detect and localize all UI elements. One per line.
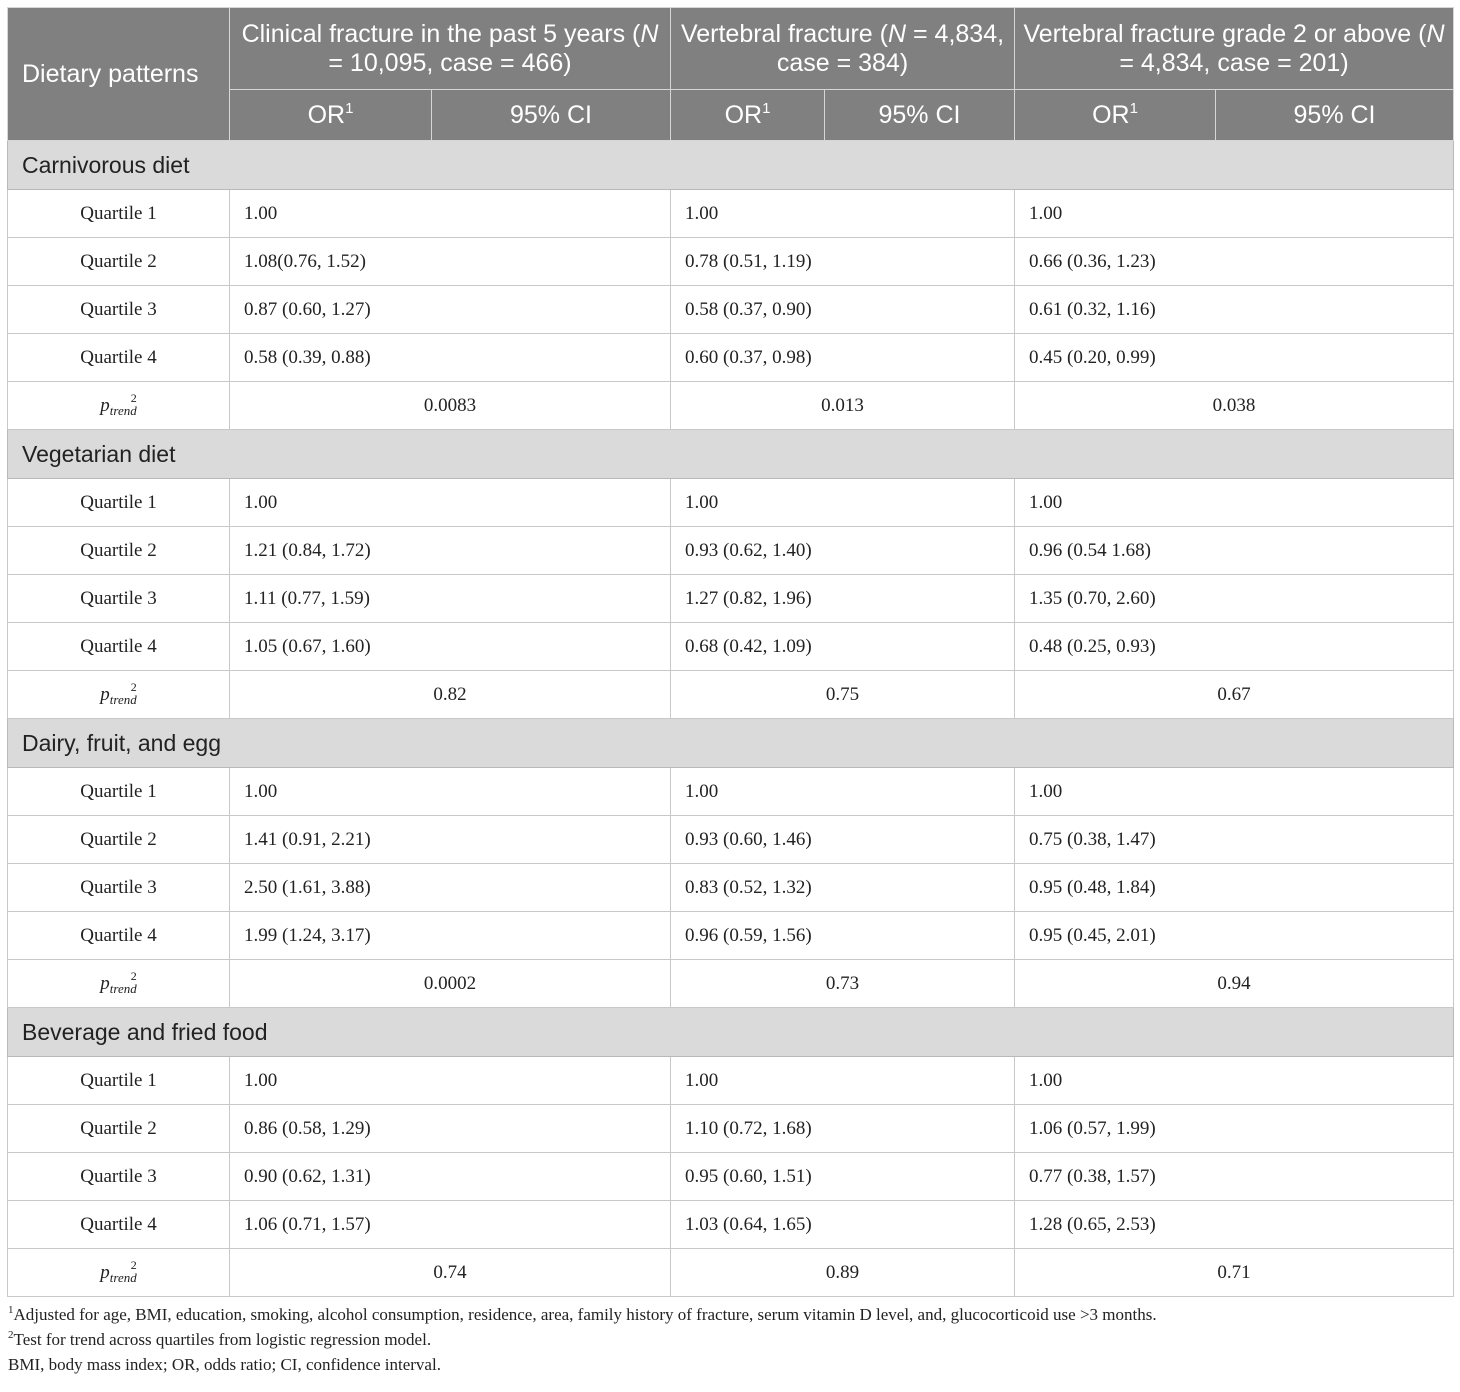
ptrend-value: 0.74 — [230, 1249, 671, 1297]
footnote: BMI, body mass index; OR, odds ratio; CI, confidence interval. — [8, 1355, 441, 1374]
or-ci-cell: 0.78 (0.51, 1.19) — [671, 238, 1015, 286]
section-row — [8, 430, 1454, 479]
or-ci-cell: 0.75 (0.38, 1.47) — [1015, 816, 1454, 864]
or-ci-cell: 0.45 (0.20, 0.99) — [1015, 334, 1454, 382]
ptrend-row — [8, 382, 1454, 430]
or-ci-cell: 1.00 — [671, 190, 1015, 238]
or-ci-cell: 1.27 (0.82, 1.96) — [671, 575, 1015, 623]
quartile-label: Quartile 4 — [8, 912, 230, 960]
or-ci-cell: 1.06 (0.71, 1.57) — [230, 1201, 671, 1249]
or-ci-cell: 0.95 (0.60, 1.51) — [671, 1153, 1015, 1201]
table-row — [8, 286, 1454, 334]
section-title: Carnivorous diet — [8, 141, 1454, 190]
table-row — [8, 1201, 1454, 1249]
ptrend-value: 0.71 — [1015, 1249, 1454, 1297]
table-row — [8, 190, 1454, 238]
or-ci-cell: 0.95 (0.45, 2.01) — [1015, 912, 1454, 960]
quartile-label: Quartile 1 — [8, 1057, 230, 1105]
ptrend-value: 0.67 — [1015, 671, 1454, 719]
or-ci-cell: 1.99 (1.24, 3.17) — [230, 912, 671, 960]
or-ci-cell: 2.50 (1.61, 3.88) — [230, 864, 671, 912]
or-ci-cell: 1.10 (0.72, 1.68) — [671, 1105, 1015, 1153]
or-ci-cell: 1.00 — [230, 190, 671, 238]
quartile-label: Quartile 4 — [8, 623, 230, 671]
or-ci-cell: 0.83 (0.52, 1.32) — [671, 864, 1015, 912]
quartile-label: Quartile 2 — [8, 1105, 230, 1153]
ptrend-row — [8, 1249, 1454, 1297]
footnotes — [7, 1302, 1453, 1377]
quartile-label: Quartile 3 — [8, 286, 230, 334]
table-row — [8, 912, 1454, 960]
footnote: $^2$Test for trend across quartiles from logistic regression model. — [8, 1329, 432, 1349]
or-ci-cell: 1.28 (0.65, 2.53) — [1015, 1201, 1454, 1249]
quartile-label: Quartile 3 — [8, 864, 230, 912]
or-ci-cell: 1.00 — [1015, 190, 1454, 238]
table-container — [7, 7, 1453, 1377]
ci-header: 95% CI — [825, 90, 1015, 141]
footnote: $^1$Adjusted for age, BMI, education, smoking, alcohol consumption, residence, area, family history of fracture, serum vitamin D level, and, glucocorticoid use >3 months. — [8, 1304, 1157, 1324]
or-ci-cell: 0.96 (0.54 1.68) — [1015, 527, 1454, 575]
or-ci-cell: 0.48 (0.25, 0.93) — [1015, 623, 1454, 671]
table-row — [8, 623, 1454, 671]
quartile-label: Quartile 4 — [8, 1201, 230, 1249]
ptrend-row — [8, 960, 1454, 1008]
or-ci-cell: 0.90 (0.62, 1.31) — [230, 1153, 671, 1201]
ci-header: 95% CI — [432, 90, 671, 141]
table-row — [8, 1153, 1454, 1201]
group-header-vertebral: Vertebral fracture (N = 4,834, case = 384) — [671, 8, 1015, 90]
or-ci-cell: 1.00 — [671, 768, 1015, 816]
or-ci-cell: 1.00 — [1015, 479, 1454, 527]
or-ci-cell: 1.05 (0.67, 1.60) — [230, 623, 671, 671]
quartile-label: Quartile 4 — [8, 334, 230, 382]
or-ci-cell: 1.41 (0.91, 2.21) — [230, 816, 671, 864]
table-row — [8, 864, 1454, 912]
or-ci-cell: 0.77 (0.38, 1.57) — [1015, 1153, 1454, 1201]
quartile-label: Quartile 1 — [8, 768, 230, 816]
or-ci-cell: 1.00 — [230, 768, 671, 816]
section-title: Vegetarian diet — [8, 430, 1454, 479]
table-row — [8, 334, 1454, 382]
results-table — [7, 7, 1454, 1297]
or-ci-cell: 1.00 — [1015, 1057, 1454, 1105]
or-ci-cell: 0.66 (0.36, 1.23) — [1015, 238, 1454, 286]
or-ci-cell: 0.93 (0.62, 1.40) — [671, 527, 1015, 575]
table-row — [8, 1105, 1454, 1153]
quartile-label: Quartile 2 — [8, 238, 230, 286]
or-ci-cell: 0.95 (0.48, 1.84) — [1015, 864, 1454, 912]
ci-header: 95% CI — [1216, 90, 1454, 141]
table-row — [8, 238, 1454, 286]
or-ci-cell: 0.60 (0.37, 0.98) — [671, 334, 1015, 382]
or-ci-cell: 0.86 (0.58, 1.29) — [230, 1105, 671, 1153]
or-ci-cell: 1.11 (0.77, 1.59) — [230, 575, 671, 623]
ptrend-value: 0.0083 — [230, 382, 671, 430]
section-row — [8, 719, 1454, 768]
ptrend-value: 0.89 — [671, 1249, 1015, 1297]
or-ci-cell: 0.58 (0.37, 0.90) — [671, 286, 1015, 334]
ptrend-value: 0.038 — [1015, 382, 1454, 430]
table-row — [8, 479, 1454, 527]
table-row — [8, 575, 1454, 623]
or-ci-cell: 0.96 (0.59, 1.56) — [671, 912, 1015, 960]
ptrend-label: $p_{trend}^2$ — [8, 671, 230, 719]
quartile-label: Quartile 3 — [8, 575, 230, 623]
ptrend-label: $p_{trend}^2$ — [8, 960, 230, 1008]
table-row — [8, 527, 1454, 575]
ptrend-value: 0.94 — [1015, 960, 1454, 1008]
or-ci-cell: 1.00 — [1015, 768, 1454, 816]
table-header — [8, 8, 1454, 141]
or-ci-cell: 1.00 — [671, 479, 1015, 527]
ptrend-label: $p_{trend}^2$ — [8, 382, 230, 430]
ptrend-value: 0.73 — [671, 960, 1015, 1008]
quartile-label: Quartile 2 — [8, 816, 230, 864]
quartile-label: Quartile 3 — [8, 1153, 230, 1201]
group-header-clinical: Clinical fracture in the past 5 years (N = 10,095, case = 466) — [230, 8, 671, 90]
ptrend-value: 0.013 — [671, 382, 1015, 430]
ptrend-value: 0.82 — [230, 671, 671, 719]
or-ci-cell: 1.00 — [230, 1057, 671, 1105]
section-title: Dairy, fruit, and egg — [8, 719, 1454, 768]
or-ci-cell: 0.87 (0.60, 1.27) — [230, 286, 671, 334]
or-header: $OR^1$ — [1015, 90, 1216, 141]
quartile-label: Quartile 1 — [8, 479, 230, 527]
section-title: Beverage and fried food — [8, 1008, 1454, 1057]
or-ci-cell: 0.68 (0.42, 1.09) — [671, 623, 1015, 671]
or-ci-cell: 0.58 (0.39, 0.88) — [230, 334, 671, 382]
ptrend-value: 0.0002 — [230, 960, 671, 1008]
quartile-label: Quartile 1 — [8, 190, 230, 238]
quartile-label: Quartile 2 — [8, 527, 230, 575]
or-header: $OR^1$ — [671, 90, 825, 141]
section-row — [8, 1008, 1454, 1057]
or-ci-cell: 1.03 (0.64, 1.65) — [671, 1201, 1015, 1249]
or-ci-cell: 1.00 — [671, 1057, 1015, 1105]
ptrend-row — [8, 671, 1454, 719]
ptrend-value: 0.75 — [671, 671, 1015, 719]
or-ci-cell: 1.06 (0.57, 1.99) — [1015, 1105, 1454, 1153]
or-ci-cell: 1.21 (0.84, 1.72) — [230, 527, 671, 575]
or-ci-cell: 0.93 (0.60, 1.46) — [671, 816, 1015, 864]
section-row — [8, 141, 1454, 190]
dietary-patterns-header: Dietary patterns — [8, 8, 230, 141]
table-row — [8, 768, 1454, 816]
or-ci-cell: 1.08(0.76, 1.52) — [230, 238, 671, 286]
table-row — [8, 1057, 1454, 1105]
table-row — [8, 816, 1454, 864]
or-header: $OR^1$ — [230, 90, 432, 141]
group-header-vertebral-grade2: Vertebral fracture grade 2 or above (N = 4,834, case = 201) — [1015, 8, 1454, 90]
or-ci-cell: 1.35 (0.70, 2.60) — [1015, 575, 1454, 623]
ptrend-label: $p_{trend}^2$ — [8, 1249, 230, 1297]
or-ci-cell: 0.61 (0.32, 1.16) — [1015, 286, 1454, 334]
table-body — [8, 141, 1454, 1297]
or-ci-cell: 1.00 — [230, 479, 671, 527]
